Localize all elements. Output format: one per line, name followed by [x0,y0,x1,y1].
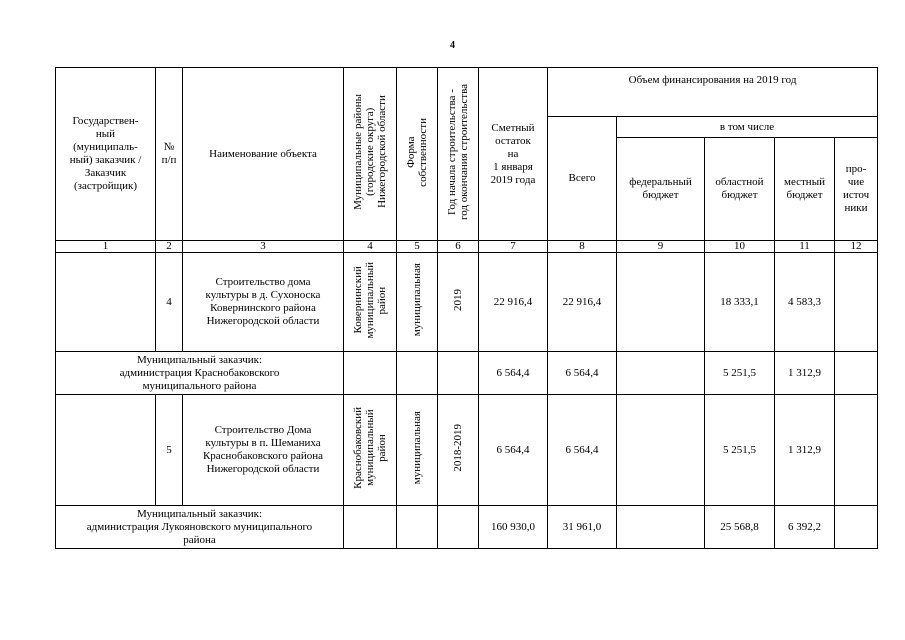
cell-total: 31 961,0 [548,506,617,549]
col-number: 7 [479,241,548,253]
col-number: 8 [548,241,617,253]
col-number: 4 [344,241,397,253]
financing-table [55,67,878,549]
cell-years [438,352,479,395]
col-number: 6 [438,241,479,253]
header-customer: Государствен- ный (муниципаль- ный) заказчик / Заказчик (застройщик) [56,68,156,241]
cell-other [835,253,878,352]
cell-other [835,395,878,506]
header-years: Год начала строительства - год окончания строительства [438,68,479,241]
cell-ownership: муниципальная [397,253,438,352]
cell-total: 6 564,4 [548,395,617,506]
cell-local: 6 392,2 [775,506,835,549]
cell-customer [56,395,156,506]
col-number: 12 [835,241,878,253]
cell-other [835,352,878,395]
cell-federal [617,253,705,352]
header-district: Муниципальные районы (городские округа) Нижегородской области [344,68,397,241]
cell-customer-summary: Муниципальный заказчик: администрация Краснобаковского муниципального района [56,352,344,395]
cell-total: 6 564,4 [548,352,617,395]
cell-regional: 5 251,5 [705,352,775,395]
cell-total: 22 916,4 [548,253,617,352]
header-federal: федеральный бюджет [617,138,705,241]
cell-customer [56,253,156,352]
header-name: Наименование объекта [183,68,344,241]
cell-local: 1 312,9 [775,395,835,506]
header-funding: Объем финансирования на 2019 год [548,68,878,117]
cell-regional: 25 568,8 [705,506,775,549]
header-including: в том числе [617,117,878,138]
cell-other [835,506,878,549]
cell-local: 1 312,9 [775,352,835,395]
cell-remaining: 6 564,4 [479,352,548,395]
cell-years [438,506,479,549]
cell-federal [617,395,705,506]
header-ownership: Форма собственности [397,68,438,241]
table-row [56,395,878,506]
cell-customer-summary: Муниципальный заказчик: администрация Лукояновского муниципального района [56,506,344,549]
header-local: местный бюджет [775,138,835,241]
cell-federal [617,506,705,549]
cell-num: 5 [156,395,183,506]
header-num: № п/п [156,68,183,241]
cell-remaining: 6 564,4 [479,395,548,506]
cell-ownership: муниципальная [397,395,438,506]
cell-remaining: 22 916,4 [479,253,548,352]
cell-num: 4 [156,253,183,352]
cell-name: Строительство дома культуры в д. Сухоноска Ковернинского района Нижегородской области [183,253,344,352]
cell-name: Строительство Дома культуры в п. Шеманиха Краснобаковского района Нижегородской области [183,395,344,506]
col-number: 5 [397,241,438,253]
header-total: Всего [548,117,617,241]
cell-regional: 5 251,5 [705,395,775,506]
header-other: про- чие источ ники [835,138,878,241]
table-row [56,253,878,352]
table-row [56,352,878,395]
col-number: 3 [183,241,344,253]
cell-remaining: 160 930,0 [479,506,548,549]
cell-district [344,506,397,549]
cell-local: 4 583,3 [775,253,835,352]
col-number: 11 [775,241,835,253]
header-remaining: Сметный остаток на 1 января 2019 года [479,68,548,241]
cell-regional: 18 333,1 [705,253,775,352]
table-row [56,506,878,549]
page-number: 4 [450,40,455,51]
col-number: 10 [705,241,775,253]
col-number: 2 [156,241,183,253]
col-number: 1 [56,241,156,253]
cell-district: Ковернинский муниципальный район [344,253,397,352]
cell-years: 2019 [438,253,479,352]
col-number: 9 [617,241,705,253]
cell-years: 2018-2019 [438,395,479,506]
cell-federal [617,352,705,395]
header-regional: областной бюджет [705,138,775,241]
cell-district: Краснобаковский муниципальный район [344,395,397,506]
cell-ownership [397,506,438,549]
cell-ownership [397,352,438,395]
cell-district [344,352,397,395]
